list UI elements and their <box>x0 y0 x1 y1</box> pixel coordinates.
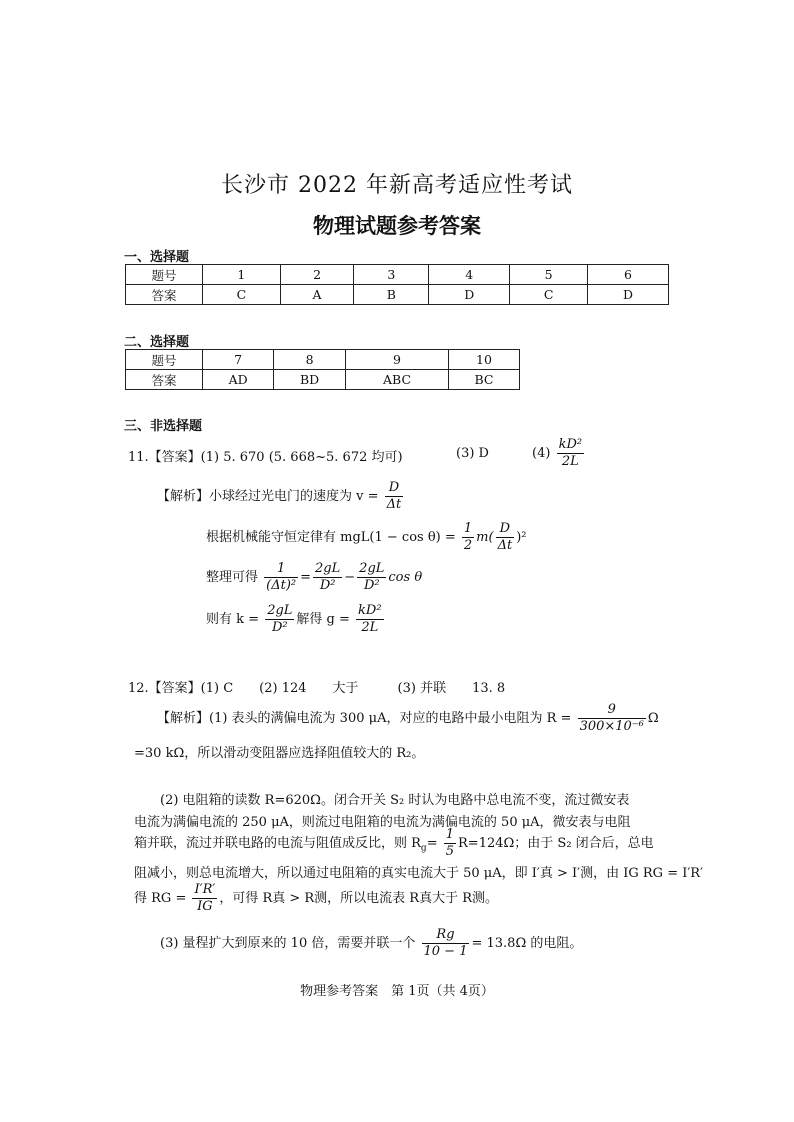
table-cell: 6 <box>587 265 668 285</box>
fraction <box>444 827 456 860</box>
table-row <box>126 285 669 305</box>
analysis-text: R=124Ω；由于 S₂ 闭合后，总电 <box>458 836 654 851</box>
section1-label: 一、选择题 <box>124 250 190 265</box>
fraction-numerator: D <box>496 521 515 538</box>
table-row <box>126 370 520 390</box>
fraction-numerator: I′R′ <box>194 882 216 897</box>
fraction-numerator: 2gL <box>315 561 341 576</box>
fraction <box>462 521 474 554</box>
fraction-denominator: Δt <box>497 538 513 553</box>
fraction <box>385 480 404 513</box>
table-cell: 4 <box>429 265 510 285</box>
section3-label: 三、非选择题 <box>124 419 203 434</box>
fraction-denominator: D² <box>271 620 288 635</box>
analysis-text: g <box>420 843 427 854</box>
table-cell: 7 <box>203 350 274 370</box>
table-header-cell: 题号 <box>126 350 203 370</box>
table-row <box>126 350 520 370</box>
q11-part3: (3) D <box>456 446 489 461</box>
fraction <box>496 521 515 554</box>
fraction-numerator: 1 <box>445 827 455 842</box>
table-cell: C <box>203 285 281 305</box>
table-cell: 9 <box>346 350 449 370</box>
analysis-text: 根据机械能守恒定律有 mgL(1 − cos θ) = <box>206 530 456 545</box>
analysis-text: 整理可得 <box>206 570 259 585</box>
table-cell: A <box>280 285 354 305</box>
q11-part4-fraction <box>557 437 585 470</box>
page-title: 长沙市 2022 年新高考适应性考试 <box>221 173 573 198</box>
q11-analysis-line1 <box>157 480 405 513</box>
fraction-denominator: 10 − 1 <box>423 944 468 959</box>
fraction-numerator: kD² <box>558 437 583 452</box>
table-cell: 5 <box>510 265 588 285</box>
fraction-denominator: (Δt)² <box>266 578 297 593</box>
analysis-label: 【解析】 <box>157 489 210 504</box>
section2-label: 二、选择题 <box>124 335 190 350</box>
fraction-denominator: 300×10⁻⁶ <box>579 719 644 734</box>
q12-p2-line1: (2) 电阻箱的读数 R=620Ω。闭合开关 S₂ 时认为电路中总电流不变，流过微安表 <box>160 793 630 808</box>
table-cell: AD <box>203 370 274 390</box>
fraction-numerator: Rg <box>422 927 470 944</box>
q12-p2-line4: 阻减小，则总电流增大，所以通过电阻箱的真实电流大于 50 μA，即 I′真 > I′测，由 IG RG = I′R′ <box>134 866 704 881</box>
analysis-text: 箱并联，流过并联电路的电流与阻值成反比，则 R <box>134 836 421 851</box>
table-cell: 10 <box>449 350 520 370</box>
analysis-text: m( <box>476 530 494 545</box>
analysis-text: 得 RG = <box>134 891 187 906</box>
q11-analysis-line2 <box>206 521 527 554</box>
q12-p2-line5 <box>134 882 498 915</box>
fraction-numerator: 2gL <box>359 561 385 576</box>
q11-analysis-line4 <box>206 603 386 636</box>
page-subtitle: 物理试题参考答案 <box>313 214 481 238</box>
analysis-text: 小球经过光电门的速度为 v = <box>209 489 379 504</box>
fraction-denominator: Δt <box>386 497 402 512</box>
fraction-numerator: 2gL <box>267 603 293 618</box>
table-cell: D <box>429 285 510 305</box>
table-cell: 1 <box>203 265 281 285</box>
table-cell: D <box>587 285 668 305</box>
table-cell: 8 <box>274 350 346 370</box>
analysis-text: = <box>300 570 312 585</box>
fraction-denominator: 2 <box>463 538 473 553</box>
q12-p2-line3 <box>134 827 654 860</box>
fraction-numerator: kD² <box>358 603 382 618</box>
answer-table-2 <box>125 349 520 390</box>
fraction-numerator: 1 <box>463 521 473 536</box>
table-header-cell: 答案 <box>126 285 203 305</box>
fraction <box>356 603 384 636</box>
fraction <box>313 561 342 594</box>
q11-part4-label: (4) <box>532 446 551 461</box>
table-cell: 3 <box>354 265 429 285</box>
analysis-text: (3) 量程扩大到原来的 10 倍，需要并联一个 <box>160 936 416 951</box>
fraction-numerator: D <box>385 480 404 497</box>
table-cell: 2 <box>280 265 354 285</box>
table-cell: BD <box>274 370 346 390</box>
analysis-text: 解得 g = <box>296 612 350 627</box>
analysis-text: − <box>344 570 356 585</box>
fraction <box>192 882 217 915</box>
fraction-denominator: D² <box>319 578 336 593</box>
table-cell: ABC <box>346 370 449 390</box>
table-cell: BC <box>449 370 520 390</box>
analysis-text: 【解析】(1) 表头的满偏电流为 300 μA，对应的电路中最小电阻为 R = <box>157 711 572 726</box>
analysis-text: 则有 k = <box>206 612 260 627</box>
fraction-denominator: 2L <box>361 620 379 635</box>
table-header-cell: 题号 <box>126 265 203 285</box>
fraction-denominator: 5 <box>445 844 455 859</box>
table-row <box>126 265 669 285</box>
q12-analysis-line2: =30 kΩ，所以滑动变阻器应选择阻值较大的 R₂。 <box>134 746 425 761</box>
q12-analysis-line1 <box>157 702 659 735</box>
fraction <box>422 927 470 960</box>
fraction <box>578 702 646 735</box>
q11-analysis-line3 <box>206 561 422 594</box>
analysis-text: cos θ <box>388 570 423 585</box>
page-footer: 物理参考答案 第 1页（共 4页） <box>300 984 494 999</box>
analysis-text: ，可得 R真 > R测，所以电流表 R真大于 R测。 <box>219 891 499 906</box>
fraction-numerator: 9 <box>578 702 646 719</box>
fraction-denominator: 2L <box>561 454 579 469</box>
analysis-text: )² <box>516 530 527 545</box>
q11-answer-line: 11.【答案】(1) 5. 670 (5. 668~5. 672 均可) <box>128 450 403 465</box>
analysis-text: = 13.8Ω 的电阻。 <box>471 936 583 951</box>
fraction-denominator: D² <box>363 578 380 593</box>
fraction-denominator: IG <box>197 899 213 914</box>
analysis-text: = <box>426 836 438 851</box>
q12-answer-line: 12.【答案】(1) C (2) 124 大于 (3) 并联 13. 8 <box>128 681 506 696</box>
q11-part4 <box>532 437 586 470</box>
fraction <box>264 561 298 594</box>
table-header-cell: 答案 <box>126 370 203 390</box>
table-cell: B <box>354 285 429 305</box>
fraction <box>357 561 386 594</box>
fraction-numerator: 1 <box>264 561 298 578</box>
analysis-text: Ω <box>647 711 659 726</box>
q12-p3-line <box>160 927 582 960</box>
table-cell: C <box>510 285 588 305</box>
fraction <box>265 603 294 636</box>
q12-p2-line2: 电流为满偏电流的 250 μA，则流过电阻箱的电流为满偏电流的 50 μA，微安表与电阻 <box>134 815 631 830</box>
answer-table-1 <box>125 264 669 305</box>
